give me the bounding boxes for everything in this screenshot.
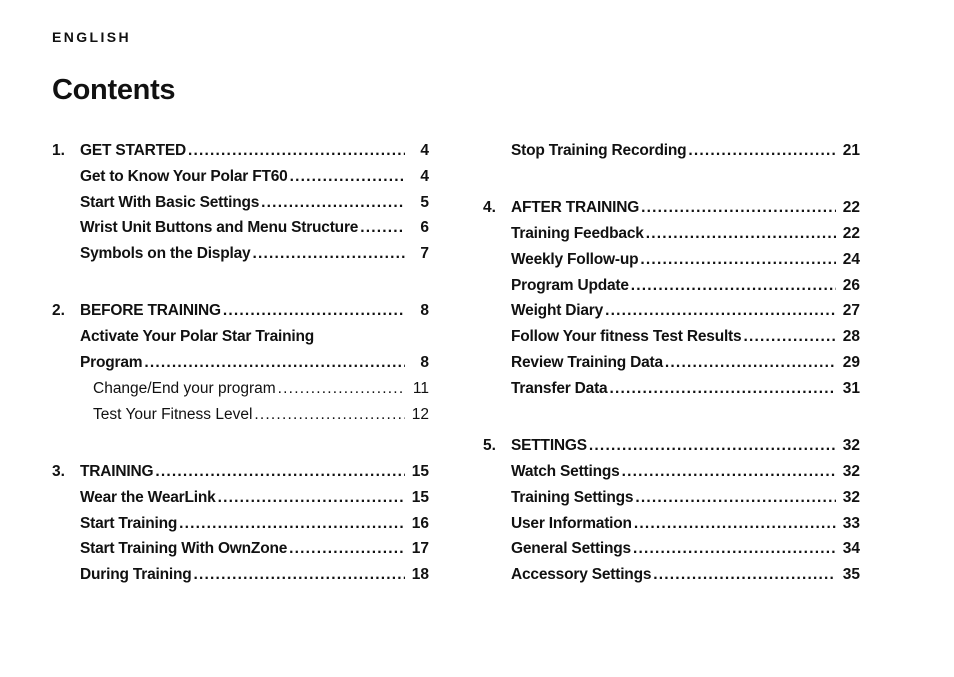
section-spacer	[483, 164, 860, 196]
toc-entry-label: Start With Basic Settings	[80, 193, 260, 211]
toc-entry-label: BEFORE TRAINING	[80, 302, 221, 320]
dot-leader	[634, 511, 836, 537]
toc-entry-line	[80, 164, 429, 190]
toc-entry[interactable]	[52, 536, 429, 562]
toc-entry-label: Weight Diary	[511, 302, 604, 320]
dot-leader	[278, 376, 405, 402]
toc-entry-line	[80, 324, 429, 350]
toc-entry-label: General Settings	[511, 540, 631, 558]
dot-leader	[155, 459, 405, 485]
page-number: 21	[842, 142, 860, 159]
toc-entry[interactable]	[52, 190, 429, 216]
toc-entry-line	[511, 562, 860, 588]
toc-entry-line	[511, 138, 860, 164]
toc-entry-line	[80, 138, 429, 164]
toc-entry-line	[80, 536, 429, 562]
toc-entry[interactable]	[483, 485, 860, 511]
page-number: 12	[411, 405, 429, 423]
toc-entry-label: Review Training Data	[511, 354, 663, 372]
toc-entry-label: Change/End your program	[93, 379, 276, 397]
page-number: 32	[842, 488, 860, 506]
toc-entry-label: During Training	[80, 566, 192, 584]
dot-leader	[179, 511, 405, 537]
toc-entry[interactable]	[52, 376, 429, 402]
toc-entry[interactable]	[483, 138, 860, 164]
page-number: 6	[420, 219, 429, 237]
toc-entry[interactable]	[52, 241, 429, 267]
toc-entry-line	[511, 247, 860, 273]
page-number: 4	[420, 142, 429, 159]
dot-leader	[631, 273, 836, 299]
toc-entry[interactable]	[483, 247, 860, 273]
toc-entry-label: Weekly Follow-up	[511, 250, 639, 268]
toc-entry-label: Activate Your Polar Star Training	[80, 328, 315, 346]
toc-entry-label: Accessory Settings	[511, 566, 652, 584]
language-label: ENGLISH	[52, 29, 132, 45]
toc-entry-label: Wrist Unit Buttons and Menu Structure	[80, 219, 359, 237]
page-number: 5	[420, 193, 429, 211]
dot-leader	[589, 433, 836, 459]
toc-entry[interactable]	[483, 273, 860, 299]
toc-entry[interactable]	[483, 511, 860, 537]
toc-entry-line	[511, 376, 860, 402]
page-number: 15	[411, 462, 429, 480]
toc-entry[interactable]	[483, 350, 860, 376]
toc-entry-line	[80, 511, 429, 537]
toc-entry-line	[511, 485, 860, 511]
toc-entry-line	[511, 221, 860, 247]
toc-section-entry[interactable]	[52, 298, 429, 324]
toc-entry[interactable]	[52, 350, 429, 376]
toc-entry-label: Program Update	[511, 276, 629, 294]
toc-entry[interactable]	[483, 376, 860, 402]
dot-leader	[144, 350, 405, 376]
dot-leader	[688, 138, 836, 164]
page-number: 22	[842, 225, 860, 243]
page-number: 28	[842, 328, 860, 346]
toc-entry-label: User Information	[511, 514, 632, 532]
dot-leader	[653, 562, 836, 588]
dot-leader	[218, 485, 405, 511]
page-number: 16	[411, 514, 429, 532]
page-number: 4	[420, 167, 429, 185]
dot-leader	[622, 459, 836, 485]
dot-leader	[640, 247, 836, 273]
section-number: 5.	[483, 437, 496, 455]
page-number: 24	[842, 250, 860, 268]
page-number: 32	[842, 462, 860, 480]
section-number: 4.	[483, 199, 496, 217]
toc-entry-line	[511, 195, 860, 221]
dot-leader	[261, 190, 405, 216]
toc-entry[interactable]	[52, 215, 429, 241]
toc-section-entry[interactable]	[52, 138, 429, 164]
toc-entry-label: Training Settings	[511, 488, 634, 506]
toc-entry[interactable]	[52, 562, 429, 588]
dot-leader	[223, 298, 405, 324]
toc-entry[interactable]	[483, 221, 860, 247]
toc-entry-label: Transfer Data	[511, 379, 608, 397]
toc-entry-label: Stop Training Recording	[511, 142, 687, 159]
toc-entry-label: Training Feedback	[511, 225, 644, 243]
toc-entry[interactable]	[483, 562, 860, 588]
toc-entry-line	[80, 459, 429, 485]
toc-entry[interactable]	[52, 485, 429, 511]
toc-entry-line	[511, 350, 860, 376]
toc-entry[interactable]	[52, 324, 429, 350]
page-number: 32	[842, 437, 860, 455]
page-number: 15	[411, 488, 429, 506]
dot-leader	[360, 215, 405, 241]
dot-leader	[289, 536, 405, 562]
page-number: 17	[411, 540, 429, 558]
toc-entry-line	[511, 433, 860, 459]
toc-entry[interactable]	[52, 511, 429, 537]
page-number: 11	[412, 379, 429, 397]
toc-entry-line	[80, 215, 429, 241]
dot-leader	[194, 562, 405, 588]
dot-leader	[254, 402, 405, 428]
toc-entry[interactable]	[483, 298, 860, 324]
toc-entry-label: Wear the WearLink	[80, 488, 216, 506]
toc-section-entry[interactable]	[52, 459, 429, 485]
toc-entry-label: Follow Your fitness Test Results	[511, 328, 742, 346]
toc-entry[interactable]	[52, 402, 429, 428]
page-title: Contents	[52, 74, 176, 106]
toc-entry-line	[511, 459, 860, 485]
section-spacer	[52, 427, 429, 459]
dot-leader	[188, 138, 405, 164]
page-number: 34	[842, 540, 860, 558]
toc-entry-line	[80, 190, 429, 216]
page-number: 7	[420, 245, 429, 263]
toc-entry-label: Start Training	[80, 514, 178, 532]
section-number: 1.	[52, 142, 65, 159]
toc-entry-label: Symbols on the Display	[80, 245, 251, 263]
section-number: 3.	[52, 462, 65, 480]
dot-leader	[290, 164, 405, 190]
dot-leader	[252, 241, 405, 267]
toc-entry-line	[80, 562, 429, 588]
dot-leader	[635, 485, 836, 511]
toc-entry-label: TRAINING	[80, 462, 154, 480]
section-number: 2.	[52, 302, 65, 320]
dot-leader	[641, 195, 836, 221]
toc-entry-label: AFTER TRAINING	[511, 199, 640, 217]
dot-leader	[665, 350, 836, 376]
toc-section-entry[interactable]	[483, 433, 860, 459]
toc-entry[interactable]	[483, 324, 860, 350]
dot-leader	[609, 376, 836, 402]
toc-entry-line	[80, 485, 429, 511]
toc-entry-label: Program	[80, 354, 143, 372]
toc-entry-line	[511, 273, 860, 299]
dot-leader	[605, 298, 836, 324]
section-spacer	[52, 267, 429, 299]
page-number: 29	[842, 354, 860, 372]
toc-entry-line	[93, 376, 429, 402]
page-number: 18	[411, 566, 429, 584]
dot-leader	[633, 536, 836, 562]
toc-entry[interactable]	[52, 164, 429, 190]
page-number: 27	[842, 302, 860, 320]
toc-entry-label: Get to Know Your Polar FT60	[80, 167, 288, 185]
page-number: 8	[420, 302, 429, 320]
toc-entry-line	[511, 536, 860, 562]
toc-entry-line	[80, 298, 429, 324]
toc-right-column	[483, 138, 860, 588]
toc-entry-label: GET STARTED	[80, 142, 187, 159]
page-number: 35	[842, 566, 860, 584]
page-number: 31	[842, 379, 860, 397]
toc-left-column	[52, 138, 429, 588]
toc-entry-label: SETTINGS	[511, 437, 587, 455]
dot-leader	[646, 221, 836, 247]
toc-entry-line	[511, 511, 860, 537]
section-spacer	[483, 402, 860, 434]
toc-entry-label: Test Your Fitness Level	[93, 405, 253, 423]
toc-entry-line	[80, 241, 429, 267]
dot-leader	[743, 324, 836, 350]
page-number: 33	[842, 514, 860, 532]
page-number: 26	[842, 276, 860, 294]
toc-entry-label: Watch Settings	[511, 462, 620, 480]
toc-section-entry[interactable]	[483, 195, 860, 221]
page-number: 22	[842, 199, 860, 217]
page-number: 8	[420, 354, 429, 372]
toc-entry[interactable]	[483, 459, 860, 485]
toc-entry[interactable]	[483, 536, 860, 562]
toc-entry-label: Start Training With OwnZone	[80, 540, 288, 558]
toc-entry-line	[93, 402, 429, 428]
toc-entry-line	[511, 324, 860, 350]
toc-entry-line	[80, 350, 429, 376]
toc-entry-line	[511, 298, 860, 324]
